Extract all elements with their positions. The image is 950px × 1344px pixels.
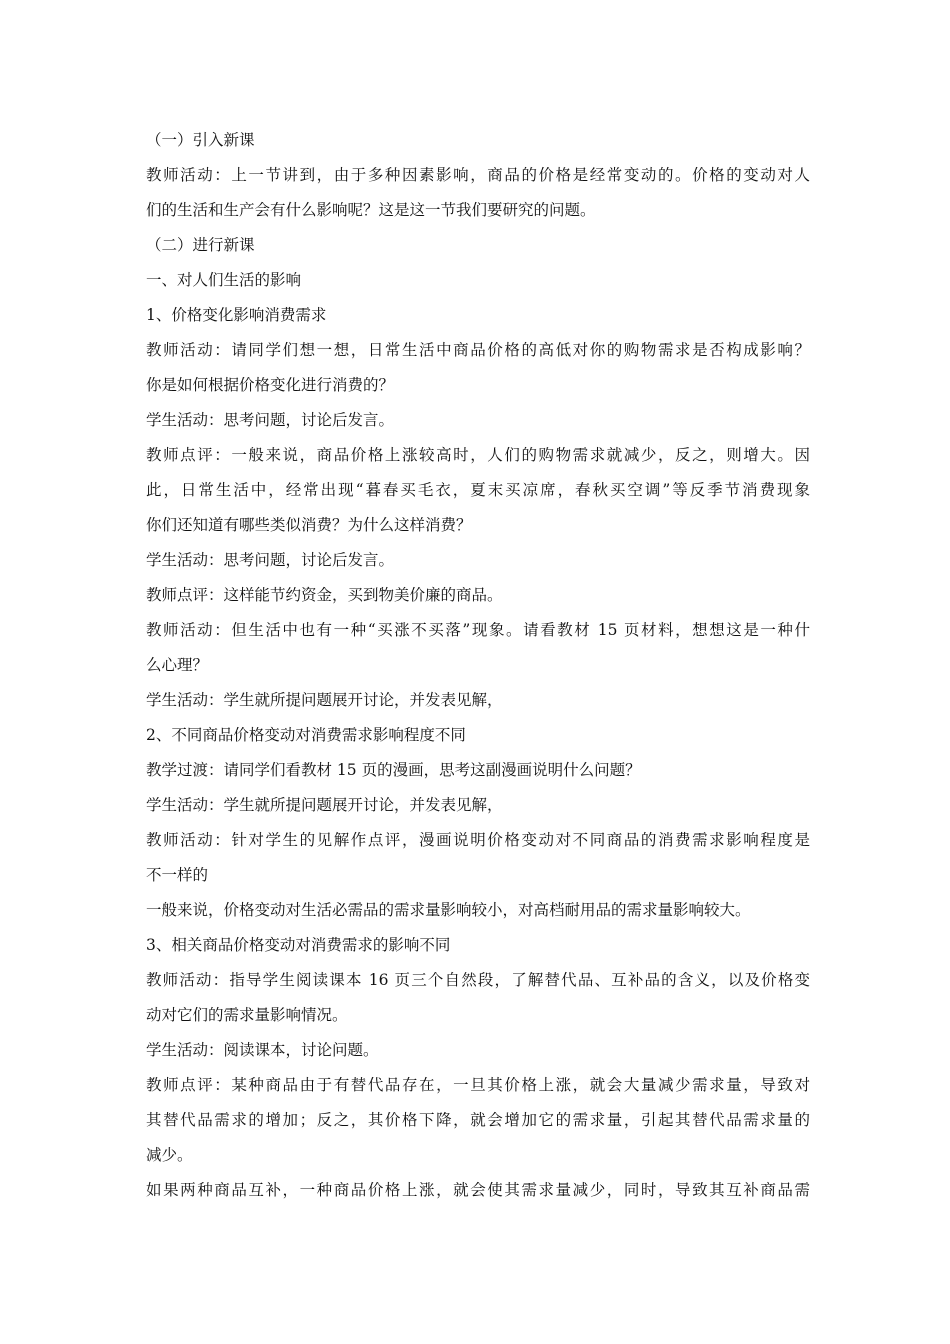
text-line: 么心理？ [146,656,209,674]
text-line: 减少。 [146,1146,193,1164]
text-line: 教师活动：指导学生阅读课本 16 页三个自然段，了解替代品、互补品的含义，以及价格变 [146,971,810,989]
text-line: 们的生活和生产会有什么影响呢？这是这一节我们要研究的问题。 [146,201,596,219]
text-line: 1、价格变化影响消费需求 [146,306,327,324]
text-line: 教师点评：一般来说，商品价格上涨较高时，人们的购物需求就减少，反之，则增大。因 [146,446,810,464]
text-line: 不一样的 [146,866,209,884]
text-line: 一、对人们生活的影响 [146,271,302,289]
text-line: 其替代品需求的增加；反之，其价格下降，就会增加它的需求量，引起其替代品需求量的 [146,1111,810,1129]
text-line: （二）进行新课 [146,236,255,254]
text-line: 教学过渡：请同学们看教材 15 页的漫画，思考这副漫画说明什么问题？ [146,761,641,779]
text-line: （一）引入新课 [146,131,255,149]
text-line: 教师点评：某种商品由于有替代品存在，一旦其价格上涨，就会大量减少需求量，导致对 [146,1076,810,1094]
text-line: 学生活动：思考问题，讨论后发言。 [146,411,395,429]
text-line: 如果两种商品互补，一种商品价格上涨，就会使其需求量减少，同时，导致其互补商品需 [146,1181,810,1199]
text-line: 3、相关商品价格变动对消费需求的影响不同 [146,936,451,954]
text-line: 教师活动：上一节讲到，由于多种因素影响，商品的价格是经常变动的。价格的变动对人 [146,166,810,184]
text-line: 2、不同商品价格变动对消费需求影响程度不同 [146,726,466,744]
text-line: 学生活动：学生就所提问题展开讨论，并发表见解， [146,691,503,709]
text-line: 你们还知道有哪些类似消费？为什么这样消费？ [146,516,472,534]
text-line: 学生活动：学生就所提问题展开讨论，并发表见解， [146,796,503,814]
text-line: 教师点评：这样能节约资金，买到物美价廉的商品。 [146,586,503,604]
text-line: 教师活动：但生活中也有一种“买涨不买落”现象。请看教材 15 页材料，想想这是一种什 [146,621,810,639]
text-line: 一般来说，价格变动对生活必需品的需求量影响较小，对高档耐用品的需求量影响较大。 [146,901,751,919]
text-line: 动对它们的需求量影响情况。 [146,1006,348,1024]
document-body [146,123,810,1208]
text-line: 此，日常生活中，经常出现“暮春买毛衣，夏末买凉席，春秋买空调”等反季节消费现象 [146,481,810,499]
text-line: 学生活动：思考问题，讨论后发言。 [146,551,395,569]
text-line: 你是如何根据价格变化进行消费的？ [146,376,395,394]
text-line: 教师活动：针对学生的见解作点评，漫画说明价格变动对不同商品的消费需求影响程度是 [146,831,810,849]
text-line: 教师活动：请同学们想一想，日常生活中商品价格的高低对你的购物需求是否构成影响？ [146,341,810,359]
text-line: 学生活动：阅读课本，讨论问题。 [146,1041,379,1059]
